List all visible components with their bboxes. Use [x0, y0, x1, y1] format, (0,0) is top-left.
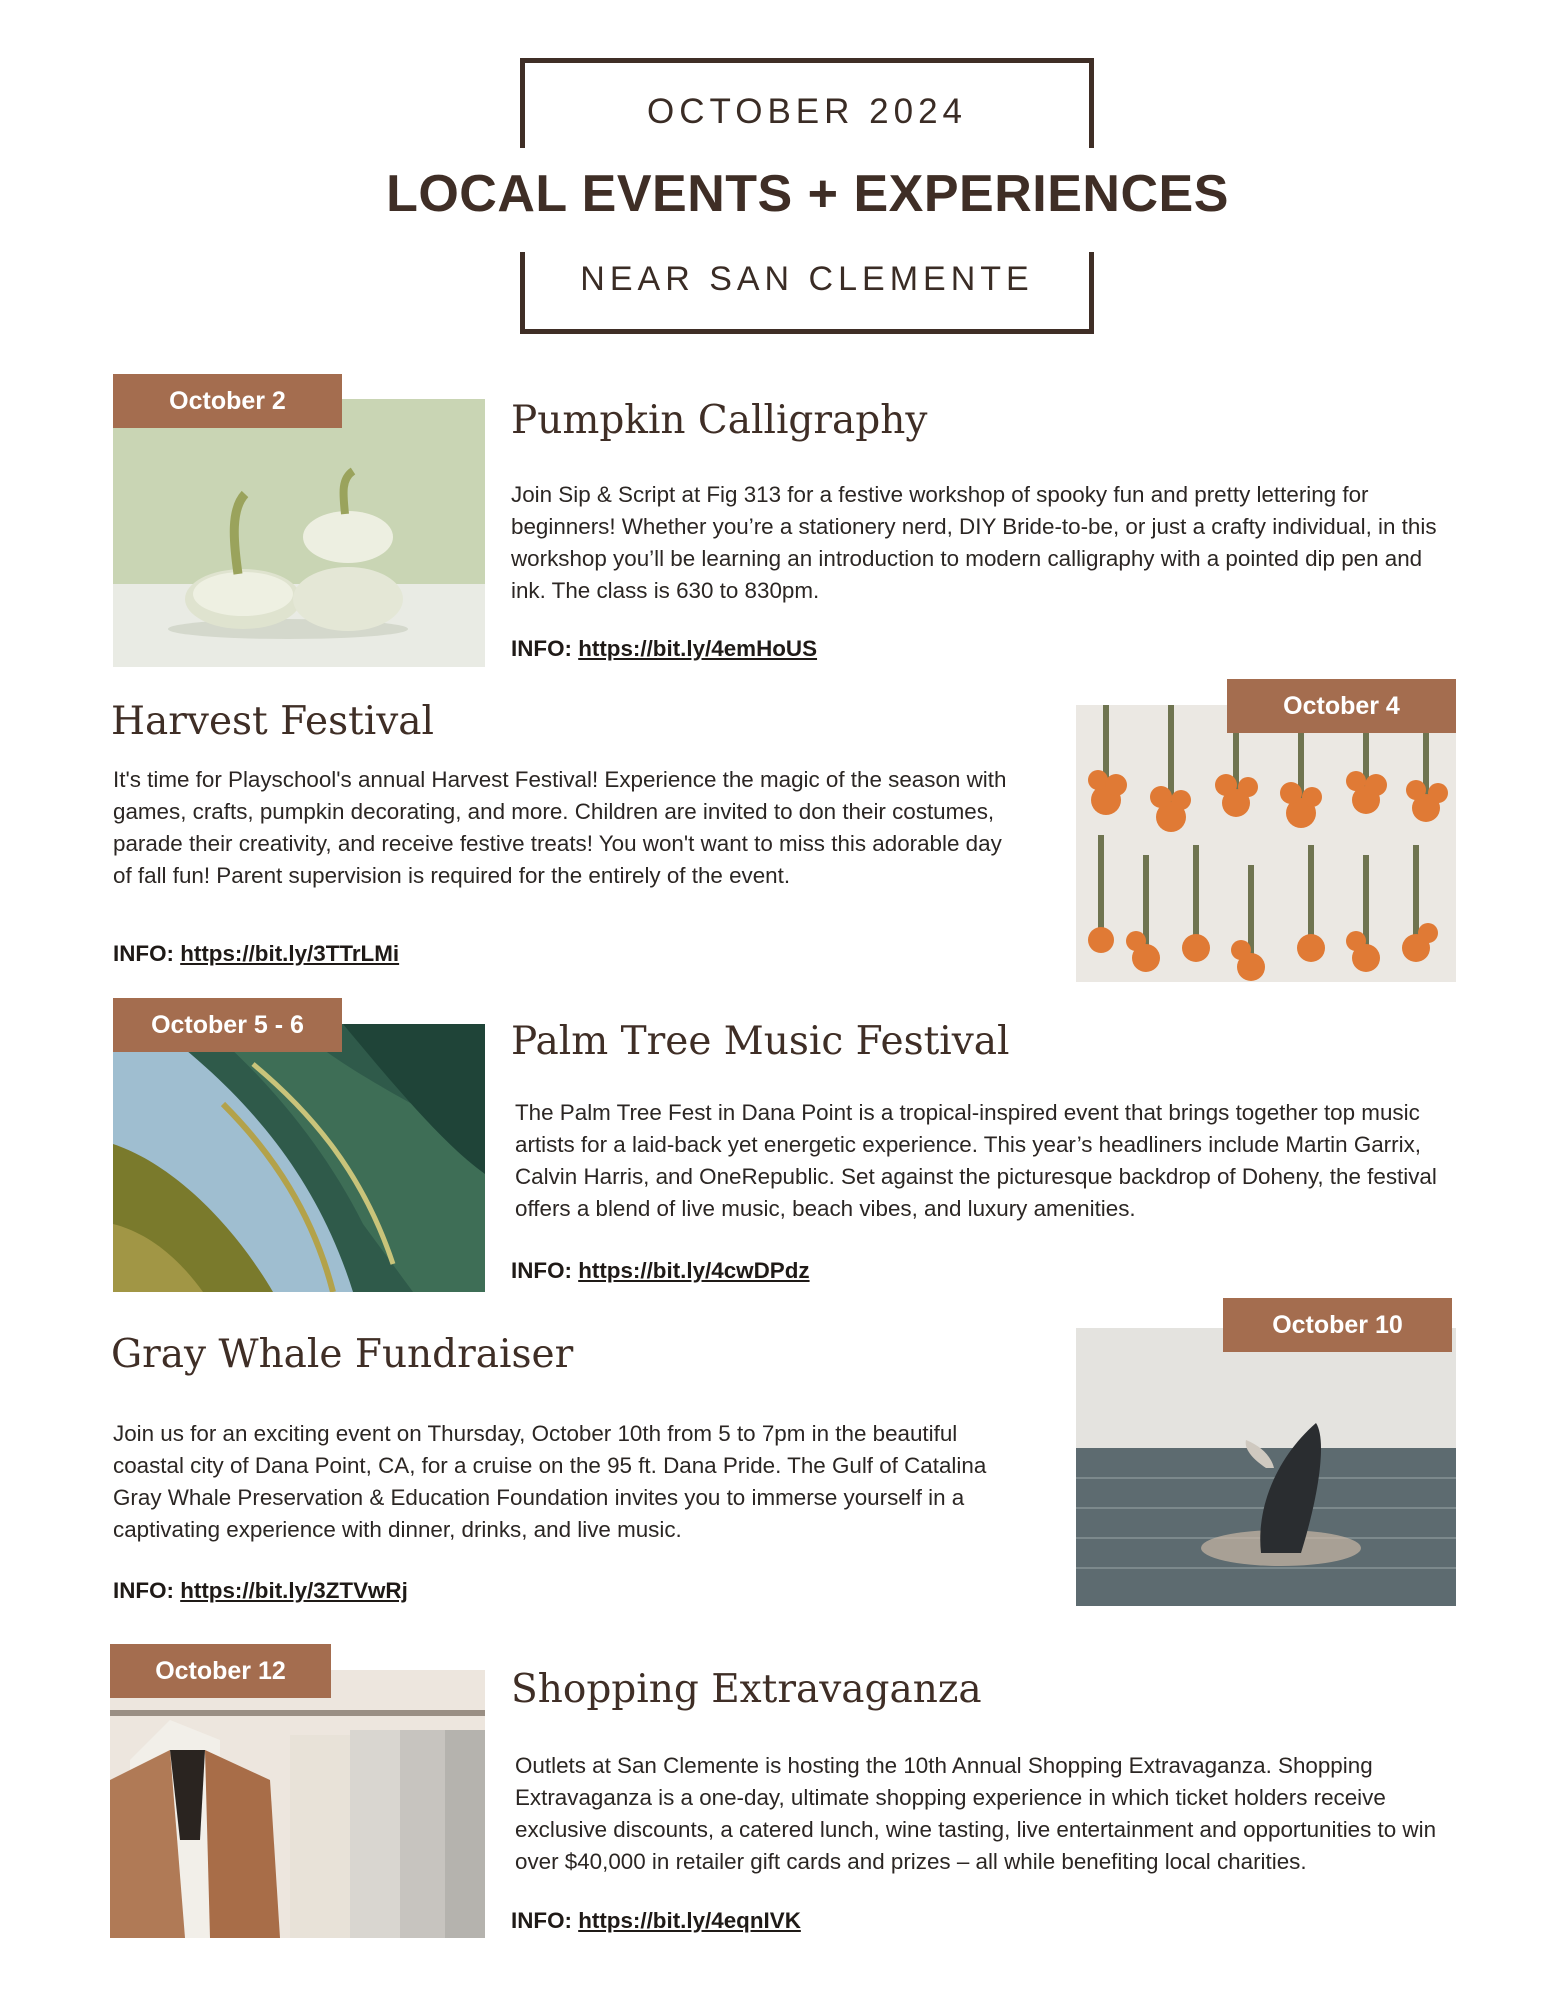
event-date-badge: October 5 - 6 — [113, 998, 342, 1052]
breaching-whale-photo — [1076, 1328, 1456, 1606]
event-title: Harvest Festival — [111, 699, 435, 744]
page-title: LOCAL EVENTS + EXPERIENCES — [386, 165, 1229, 223]
dried-flowers-photo — [1076, 705, 1456, 982]
event-date-badge: October 2 — [113, 374, 342, 428]
event-info — [511, 1258, 810, 1284]
event-description: The Palm Tree Fest in Dana Point is a tropical-inspired event that brings together top music artists for a laid-back yet energetic experience. This year’s headliners include Martin Garrix, Calvin Harris, and OneRepublic. Set against the picturesque backdrop of Doheny, the festival offers a blend of live music, beach vibes, and luxury amenities. — [515, 1100, 1437, 1221]
event-date-badge: October 12 — [110, 1644, 331, 1698]
event-info-link[interactable]: https://bit.ly/4emHoUS — [578, 636, 818, 661]
event-info-link[interactable]: https://bit.ly/4eqnIVK — [578, 1908, 801, 1933]
palm-leaves-photo — [113, 1024, 485, 1292]
info-label: INFO: — [113, 1578, 174, 1603]
event-info — [511, 1908, 801, 1934]
event-description: Join Sip & Script at Fig 313 for a festive workshop of spooky fun and pretty lettering for beginners! Whether you’re a stationery nerd, DIY Bride-to-be, or just a crafty individual, in this workshop you’ll be learning an introduction to modern calligraphy with a pointed dip pen and ink. The class is 630 to 830pm. — [511, 482, 1437, 603]
info-label: INFO: — [511, 1258, 572, 1283]
event-info-link[interactable]: https://bit.ly/4cwDPdz — [578, 1258, 810, 1283]
event-info — [511, 636, 817, 662]
event-info — [113, 1578, 408, 1604]
event-info — [113, 941, 399, 967]
event-title: Pumpkin Calligraphy — [511, 398, 928, 443]
info-label: INFO: — [113, 941, 174, 966]
header-subtitle: NEAR SAN CLEMENTE — [580, 260, 1034, 298]
event-title: Shopping Extravaganza — [511, 1667, 982, 1712]
event-title: Gray Whale Fundraiser — [111, 1332, 574, 1377]
clothing-rack-photo — [110, 1670, 485, 1938]
event-date-badge: October 10 — [1223, 1298, 1452, 1352]
header-month: OCTOBER 2024 — [646, 92, 968, 131]
event-title: Palm Tree Music Festival — [511, 1019, 1010, 1064]
white-pumpkins-photo — [113, 399, 485, 667]
info-label: INFO: — [511, 636, 572, 661]
info-label: INFO: — [511, 1908, 572, 1933]
event-info-link[interactable]: https://bit.ly/3ZTVwRj — [180, 1578, 408, 1603]
event-description: Outlets at San Clemente is hosting the 10th Annual Shopping Extravaganza. Shopping Extravaganza is a one-day, ultimate shopping experience in which ticket holders receive exclusive discounts, a catered lunch, wine tasting, live entertainment and opportunities to win over $40,000 in retailer gift cards and prizes – all while benefiting local charities. — [515, 1753, 1437, 1874]
event-description: It's time for Playschool's annual Harvest Festival! Experience the magic of the season with games, crafts, pumpkin decorating, and more. Children are invited to don their costumes, parade their creativity, and receive festive treats! You won't want to miss this adorable day of fall fun! Parent supervision is required for the entirely of the event. — [113, 767, 1007, 888]
event-date-badge: October 4 — [1227, 679, 1456, 733]
event-description: Join us for an exciting event on Thursday, October 10th from 5 to 7pm in the beautiful coastal city of Dana Point, CA, for a cruise on the 95 ft. Dana Pride. The Gulf of Catalina Gray Whale Preservation & Education Foundation invites you to immerse yourself in a captivating experience with dinner, drinks, and live music. — [113, 1421, 987, 1542]
event-info-link[interactable]: https://bit.ly/3TTrLMi — [180, 941, 400, 966]
